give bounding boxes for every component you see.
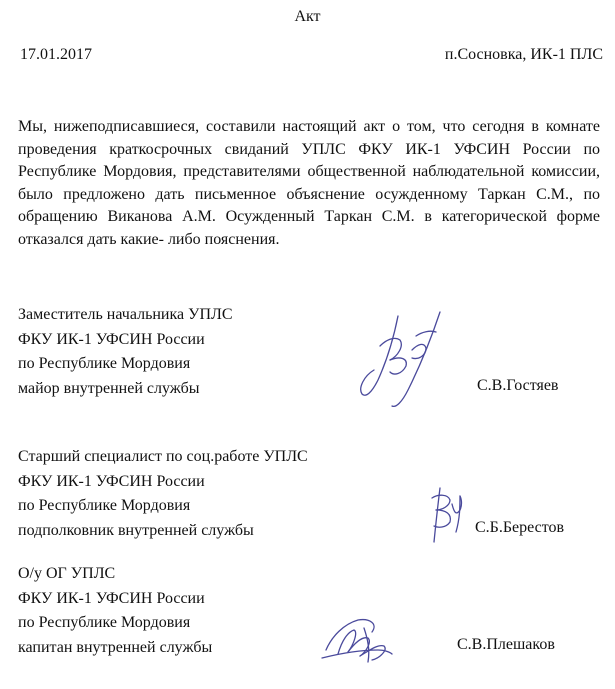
signatory-position-line: Заместитель начальника УПЛС [18, 306, 233, 323]
signatory-region-line: по Республике Мордовия [18, 355, 191, 372]
signatory-rank-line: подполковник внутренней службы [18, 521, 254, 539]
signatory-position-line: Старший специалист по соц.работе УПЛС [18, 448, 308, 465]
signatory-rank-line: майор внутренней службы [18, 379, 200, 397]
signatory-block-2 [18, 445, 308, 543]
signatory-org-line: ФКУ ИК-1 УФСИН России [18, 472, 205, 490]
signatory-rank-line: капитан внутренней службы [18, 638, 213, 656]
document-title: Акт [294, 8, 321, 25]
signatory-region-line: по Республике Мордовия [18, 614, 191, 631]
signatory-org-line: ФКУ ИК-1 УФСИН России [18, 330, 205, 348]
signatory-block-1 [18, 303, 233, 401]
signatory-org-line: ФКУ ИК-1 УФСИН России [18, 589, 205, 607]
handwritten-signature-3 [318, 610, 396, 668]
handwritten-signature-2 [426, 482, 468, 548]
signatory-region-line: по Республике Мордовия [18, 497, 191, 514]
signatory-block-3 [18, 562, 212, 660]
document-place: п.Сосновка, ИК-1 ПЛС [444, 46, 603, 63]
signatory-name-3: С.В.Плешаков [457, 636, 555, 653]
handwritten-signature-1 [350, 306, 460, 414]
signatory-name-2: С.Б.Берестов [475, 519, 565, 536]
signatory-name-1: С.В.Гостяев [477, 377, 559, 394]
signatory-position-line: О/у ОГ УПЛС [18, 565, 116, 582]
act-body-paragraph: Мы, нижеподписавшиеся, составили настоящий акт о том, что сегодня в комнате проведения краткосрочных свиданий УПЛС ФКУ ИК-1 УФСИН России по Республике Мордовия, представителями общественной наблюдательной комиссии, было предложено дать письменное объяснение осужденному Таркан С.М., по обращению Виканова А.М. Осужденный Таркан С.М. в категорической форме отказался дать какие- либо пояснения. [18, 118, 600, 248]
document-date: 17.01.2017 [20, 46, 92, 63]
